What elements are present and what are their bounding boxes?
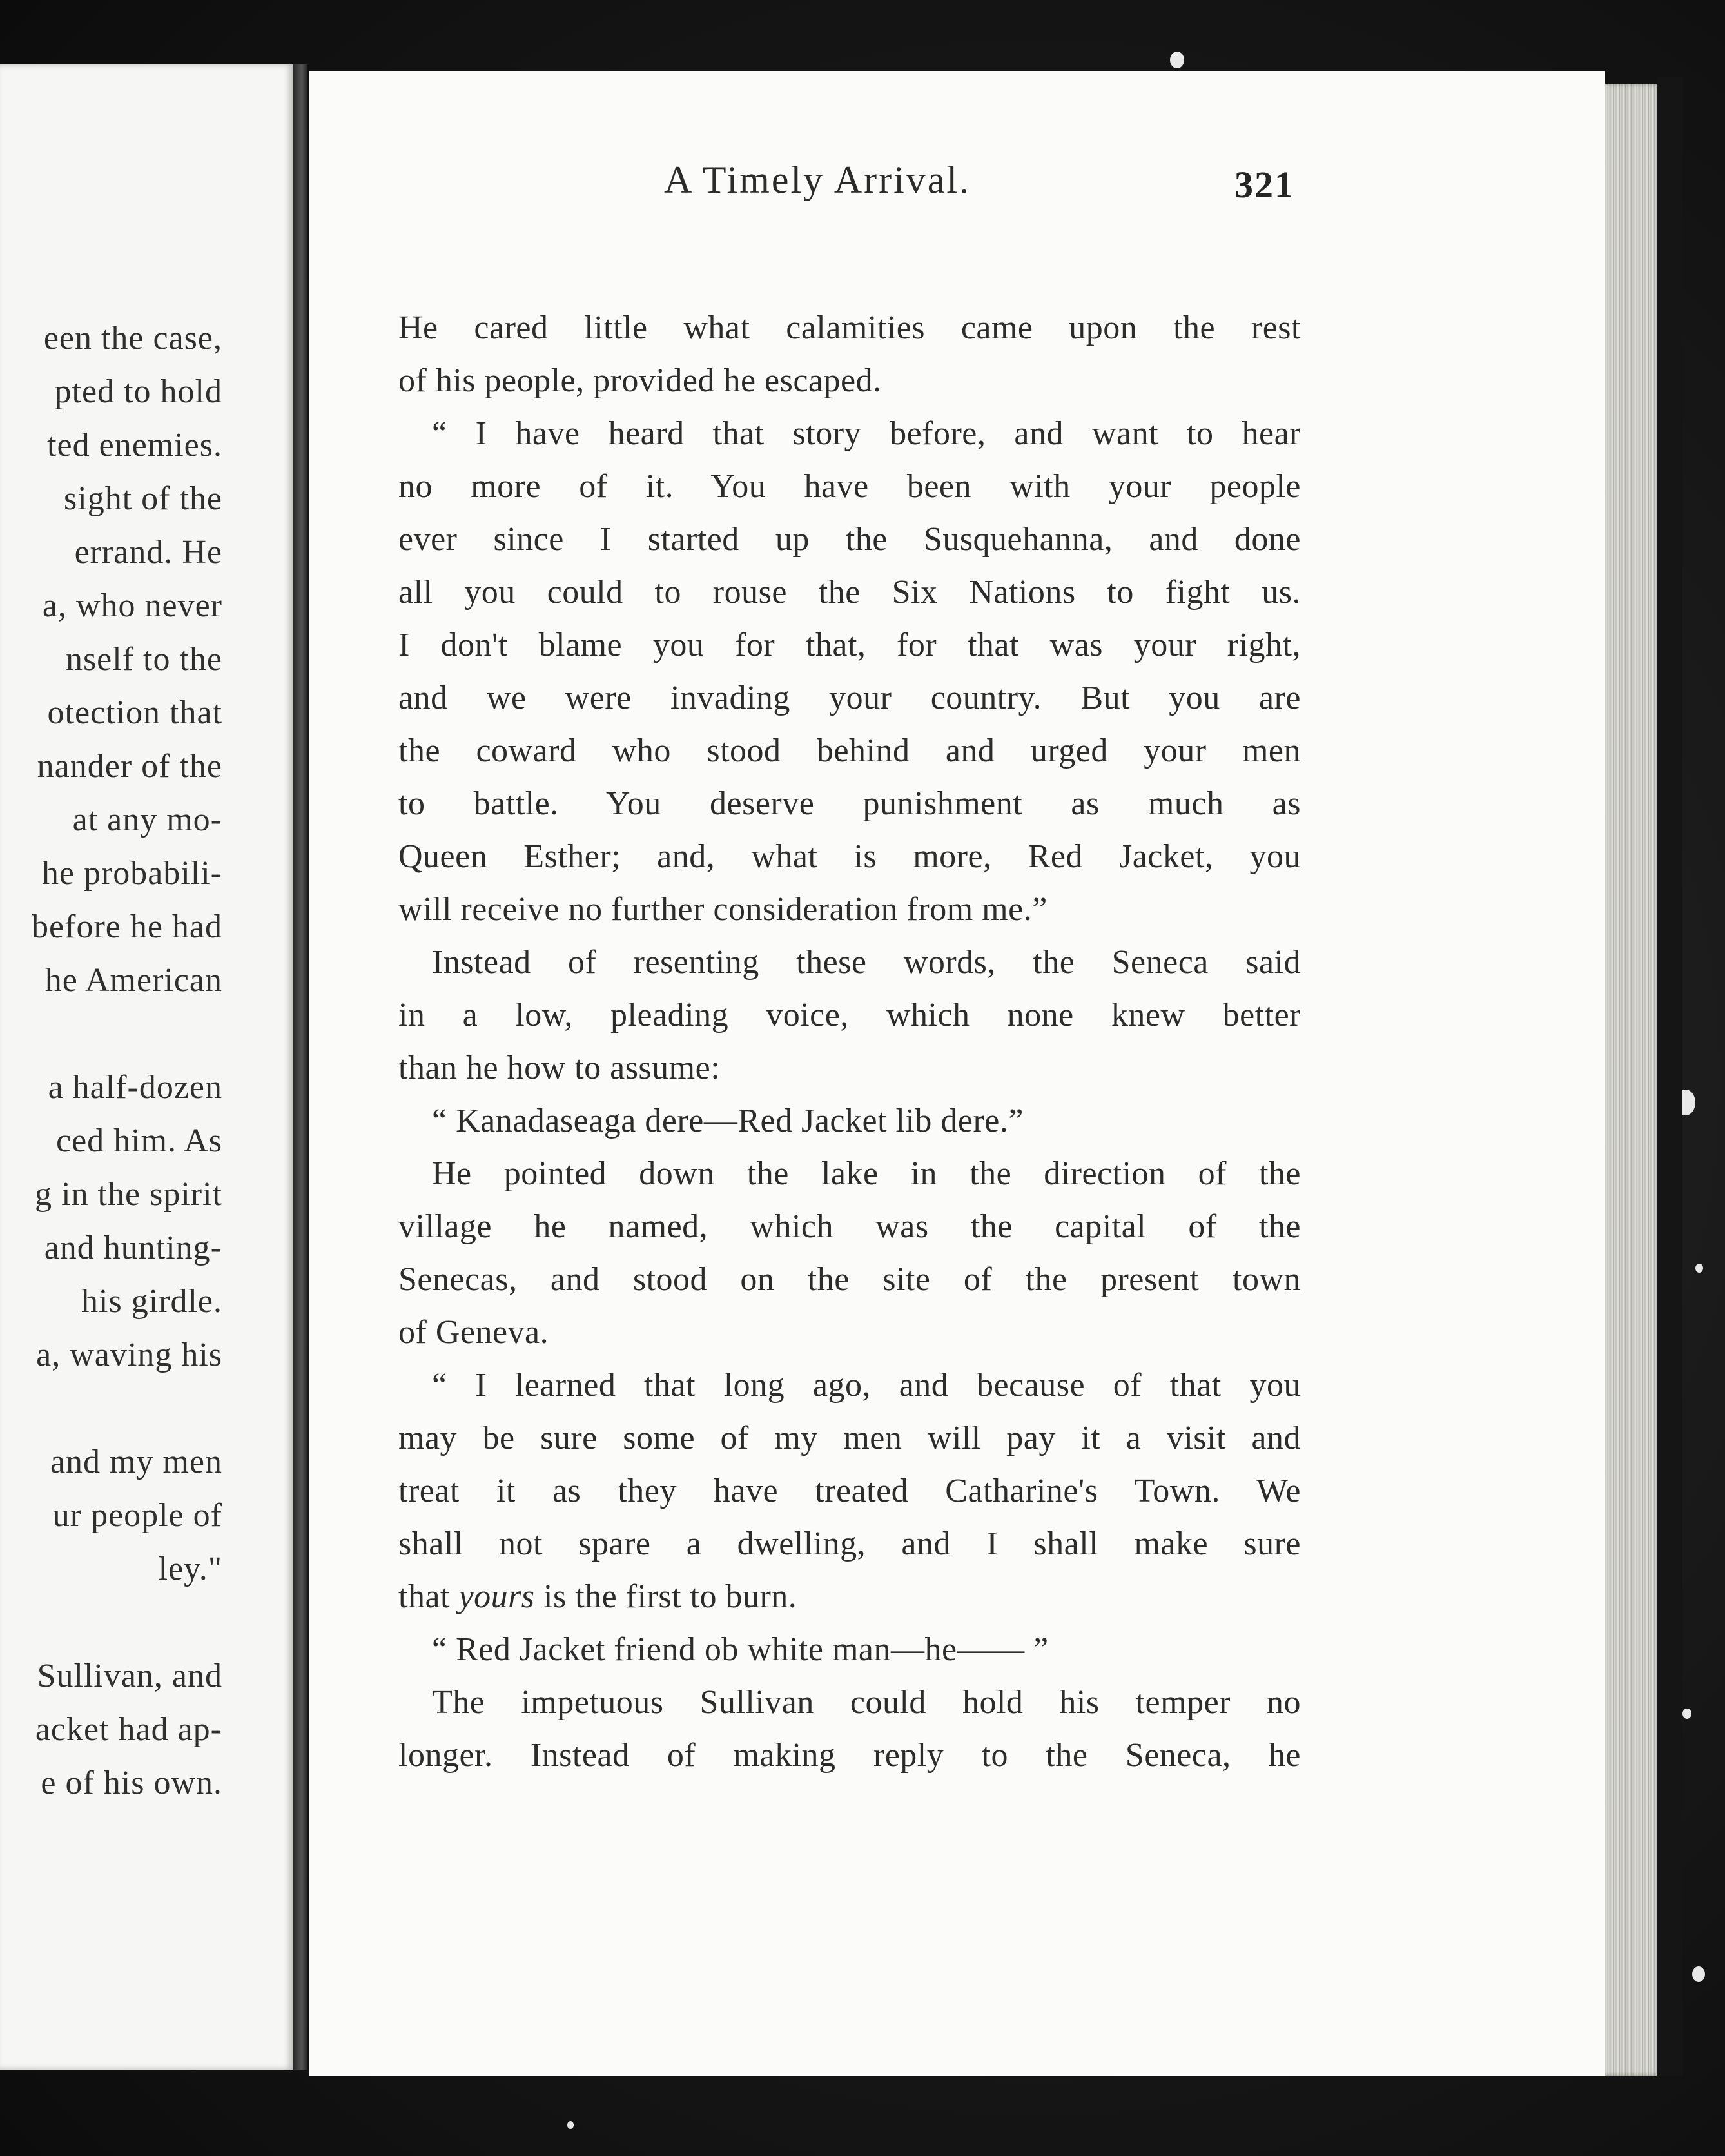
text-line: village he named, which was the capital of the: [398, 1208, 1301, 1245]
left-page-line: pted to hold: [54, 373, 222, 410]
text-line: in a low, pleading voice, which none knew better: [398, 997, 1301, 1034]
left-page-line: he probabili-: [41, 855, 222, 892]
left-page-line: before he had: [32, 908, 222, 945]
text-line: to battle. You deserve punishment as much as: [398, 785, 1301, 822]
italic-word: yours: [458, 1578, 535, 1615]
left-page-line: errand. He: [74, 534, 222, 571]
text-line: no more of it. You have been with your people: [398, 468, 1301, 505]
text-line: I don't blame you for that, for that was your right,: [398, 627, 1301, 663]
left-page-line: a, who never: [42, 587, 222, 624]
text-line: the coward who stood behind and urged your men: [398, 732, 1301, 769]
text-line: than he how to assume:: [398, 1050, 721, 1086]
left-page-line: a half-dozen: [48, 1069, 222, 1106]
book-gutter: [293, 64, 307, 2070]
left-page-line: and hunting-: [44, 1230, 222, 1266]
text-line: all you could to rouse the Six Nations to fight us.: [398, 574, 1301, 611]
left-page-line: ced him. As: [56, 1122, 222, 1159]
left-page-line: ur people of: [52, 1497, 222, 1534]
left-page-line: his girdle.: [81, 1283, 222, 1320]
text-line: He cared little what calamities came upon the rest: [398, 309, 1301, 346]
left-page-line: and my men: [50, 1444, 222, 1480]
dust-speck: [567, 2121, 574, 2129]
text-line: that yours is the first to burn.: [398, 1578, 797, 1615]
left-page-line: ley.": [158, 1551, 222, 1587]
text-line: The impetuous Sullivan could hold his temper no: [432, 1684, 1301, 1721]
text-line: and we were invading your country. But you are: [398, 680, 1301, 716]
left-page-line: a, waving his: [36, 1337, 222, 1373]
text-line: shall not spare a dwelling, and I shall make sure: [398, 1525, 1301, 1562]
page-number: 321: [1234, 164, 1294, 206]
text-line: Senecas, and stood on the site of the present town: [398, 1261, 1301, 1298]
dust-speck: [1170, 52, 1184, 68]
dust-speck: [1682, 1709, 1691, 1719]
page-header: [664, 158, 1302, 216]
left-page-line: sight of the: [64, 480, 222, 517]
text-line: Instead of resenting these words, the Seneca said: [432, 944, 1301, 981]
left-page-line: e of his own.: [41, 1765, 222, 1801]
cover-edge: [1657, 77, 1682, 2076]
left-page-line: ted enemies.: [47, 427, 222, 464]
left-page-line: g in the spirit: [35, 1176, 222, 1213]
text-line: “ Kanadaseaga dere—Red Jacket lib dere.”: [432, 1102, 1024, 1139]
running-title: A Timely Arrival.: [664, 159, 971, 201]
left-page-line: Sullivan, and: [37, 1658, 222, 1694]
text-line: “ Red Jacket friend ob white man—he—— ”: [432, 1631, 1049, 1668]
left-page: [0, 64, 293, 2070]
left-page-line: nself to the: [65, 641, 222, 678]
text-line: of Geneva.: [398, 1314, 549, 1351]
text-line: will receive no further consideration from me.”: [398, 891, 1048, 928]
left-page-line: otection that: [47, 694, 222, 731]
text-line: may be sure some of my men will pay it a visit and: [398, 1420, 1301, 1456]
left-page-line: nander of the: [37, 748, 222, 785]
left-page-line: acket had ap-: [35, 1711, 222, 1748]
dust-speck: [1695, 1264, 1703, 1273]
text-line: longer. Instead of making reply to the Seneca, he: [398, 1737, 1301, 1774]
text-line: treat it as they have treated Catharine's Town. We: [398, 1473, 1301, 1509]
left-page-line: at any mo-: [72, 801, 222, 838]
dust-speck: [1692, 1966, 1705, 1982]
text-line: “ I learned that long ago, and because of that you: [432, 1367, 1301, 1404]
left-page-line: he American: [44, 962, 222, 999]
left-page-text: [0, 64, 293, 2070]
text-line: “ I have heard that story before, and want to hear: [432, 415, 1301, 452]
text-line: Queen Esther; and, what is more, Red Jacket, you: [398, 838, 1301, 875]
left-page-line: een the case,: [43, 320, 222, 357]
text-line: He pointed down the lake in the direction of the: [432, 1155, 1301, 1192]
text-line: of his people, provided he escaped.: [398, 362, 882, 399]
text-line: ever since I started up the Susquehanna, and done: [398, 521, 1301, 558]
